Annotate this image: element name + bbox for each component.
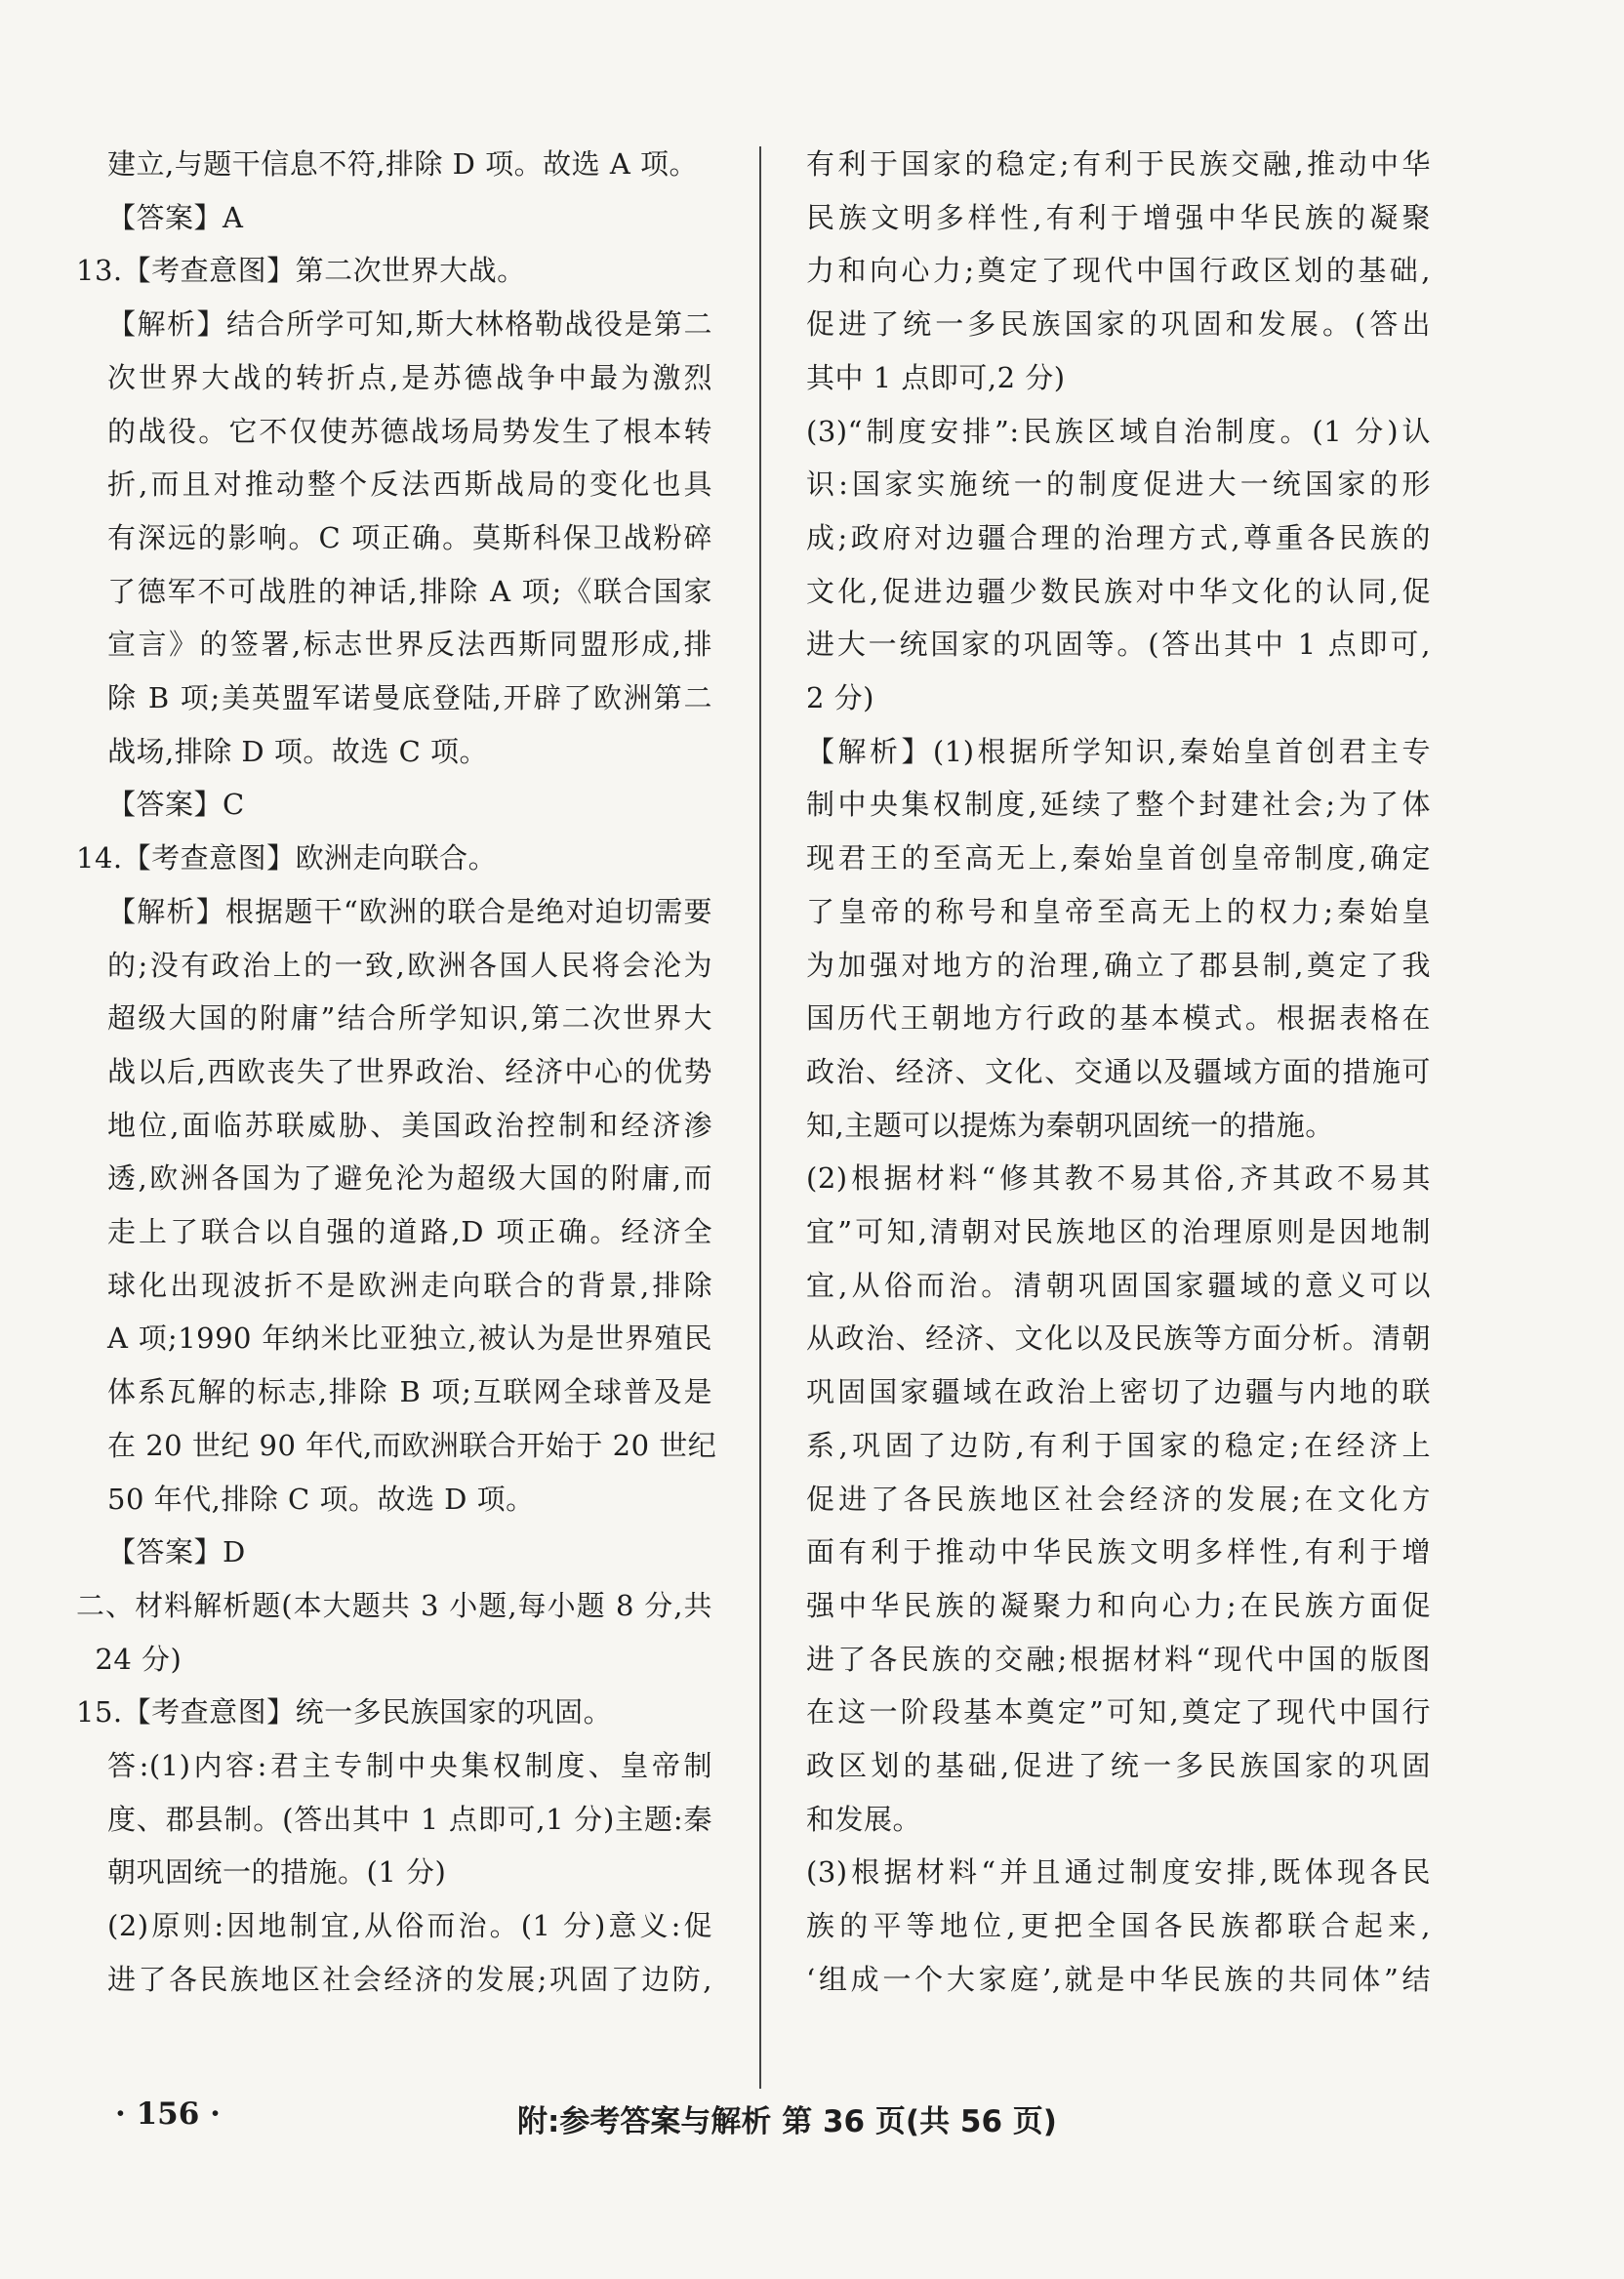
text-line: 进大一统国家的巩固等。(答出其中 1 点即可, <box>806 628 1431 662</box>
text-line: 有利于国家的稳定;有利于民族交融,推动中华 <box>806 147 1431 181</box>
text-line: 现君王的至高无上,秦始皇首创皇帝制度,确定 <box>806 841 1431 875</box>
text-line: 政治、经济、文化、交通以及疆域方面的措施可 <box>806 1054 1431 1088</box>
text-line: (3)根据材料“并且通过制度安排,既体现各民 <box>806 1855 1431 1890</box>
text-line: 透,欧洲各国为了避免沦为超级大国的附庸,而 <box>107 1161 712 1196</box>
text-line: 在这一阶段基本奠定”可知,奠定了现代中国行 <box>806 1695 1431 1730</box>
text-line: 次世界大战的转折点,是苏德战争中最为激烈 <box>107 360 712 394</box>
text-line: 体系瓦解的标志,排除 B 项;互联网全球普及是 <box>107 1375 712 1409</box>
text-line: 13.【考查意图】第二次世界大战。 <box>76 254 526 288</box>
page-number: · 156 · <box>115 2096 221 2132</box>
text-line: 【解析】结合所学可知,斯大林格勒战役是第二 <box>107 307 712 342</box>
text-line: A 项;1990 年纳米比亚独立,被认为是世界殖民 <box>107 1322 712 1356</box>
text-line: 政区划的基础,促进了统一多民族国家的巩固 <box>806 1749 1431 1782</box>
text-line: 的;没有政治上的一致,欧洲各国人民将会沦为 <box>107 948 712 982</box>
text-line: 宣言》的签署,标志世界反法西斯同盟形成,排 <box>107 628 712 662</box>
text-line: ‘组成一个大家庭’,就是中华民族的共同体”结 <box>806 1962 1431 1996</box>
text-line: 促进了统一多民族国家的巩固和发展。(答出 <box>806 307 1431 342</box>
text-line: 国历代王朝地方行政的基本模式。根据表格在 <box>806 1001 1431 1036</box>
text-line: 除 B 项;美英盟军诺曼底登陆,开辟了欧洲第二 <box>107 681 712 714</box>
text-line: 进了各民族的交融;根据材料“现代中国的版图 <box>806 1642 1431 1676</box>
text-line: 识:国家实施统一的制度促进大一统国家的形 <box>806 468 1431 502</box>
text-line: 了德军不可战胜的神话,排除 A 项;《联合国家 <box>107 574 712 608</box>
text-line: 地位,面临苏联威胁、美国政治控制和经济渗 <box>107 1108 712 1142</box>
text-line: 建立,与题干信息不符,排除 D 项。故选 A 项。 <box>107 147 699 181</box>
text-line: 民族文明多样性,有利于增强中华民族的凝聚 <box>806 200 1431 234</box>
text-line: 从政治、经济、文化以及民族等方面分析。清朝 <box>806 1322 1431 1356</box>
text-line: 超级大国的附庸”结合所学知识,第二次世界大 <box>107 1001 712 1036</box>
page-footer <box>0 2096 1624 2145</box>
text-line: 其中 1 点即可,2 分) <box>806 360 1066 394</box>
text-line: 【解析】根据题干“欧洲的联合是绝对迫切需要 <box>107 894 712 928</box>
text-line: 成;政府对边疆合理的治理方式,尊重各民族的 <box>806 520 1431 554</box>
text-line: 24 分) <box>76 1642 183 1676</box>
text-line: 的战役。它不仅使苏德战场局势发生了根本转 <box>107 414 712 448</box>
text-line: 走上了联合以自强的道路,D 项正确。经济全 <box>107 1215 712 1248</box>
text-line: 50 年代,排除 C 项。故选 D 项。 <box>107 1482 535 1516</box>
text-line: 力和向心力;奠定了现代中国行政区划的基础, <box>806 254 1431 288</box>
text-line: 【答案】C <box>107 788 245 822</box>
text-line: 度、郡县制。(答出其中 1 点即可,1 分)主题:秦 <box>107 1802 712 1836</box>
text-line: 【解析】(1)根据所学知识,秦始皇首创君主专 <box>806 734 1431 768</box>
text-line: 促进了各民族地区社会经济的发展;在文化方 <box>806 1482 1431 1516</box>
text-line: 折,而且对推动整个反法西斯战局的变化也具 <box>107 468 712 502</box>
text-line: 战场,排除 D 项。故选 C 项。 <box>107 734 489 768</box>
text-line: 答:(1)内容:君主专制中央集权制度、皇帝制 <box>107 1749 712 1782</box>
text-line: 巩固国家疆域在政治上密切了边疆与内地的联 <box>806 1375 1431 1409</box>
text-line: 15.【考查意图】统一多民族国家的巩固。 <box>76 1695 613 1730</box>
text-line: 制中央集权制度,延续了整个封建社会;为了体 <box>806 788 1431 822</box>
text-line: (2)根据材料“修其教不易其俗,齐其政不易其 <box>806 1161 1431 1196</box>
text-line: 了皇帝的称号和皇帝至高无上的权力;秦始皇 <box>806 894 1431 928</box>
text-line: 文化,促进边疆少数民族对中华文化的认同,促 <box>806 574 1431 608</box>
text-line: 宜”可知,清朝对民族地区的治理原则是因地制 <box>806 1215 1431 1248</box>
text-line: 在 20 世纪 90 年代,而欧洲联合开始于 20 世纪 <box>107 1428 717 1462</box>
text-line: 朝巩固统一的措施。(1 分) <box>107 1855 447 1890</box>
text-line: 强中华民族的凝聚力和向心力;在民族方面促 <box>806 1588 1431 1622</box>
text-line: 知,主题可以提炼为秦朝巩固统一的措施。 <box>806 1108 1334 1142</box>
text-line: 【答案】A <box>107 200 244 234</box>
text-line: 2 分) <box>806 681 874 714</box>
column-divider <box>759 146 761 2089</box>
text-line: 球化出现波折不是欧洲走向联合的背景,排除 <box>107 1268 712 1302</box>
text-line: (2)原则:因地制宜,从俗而治。(1 分)意义:促 <box>107 1909 712 1943</box>
text-line: 系,巩固了边防,有利于国家的稳定;在经济上 <box>806 1428 1431 1462</box>
text-line: 二、材料解析题(本大题共 3 小题,每小题 8 分,共 <box>76 1588 712 1622</box>
text-line: 战以后,西欧丧失了世界政治、经济中心的优势 <box>107 1054 712 1088</box>
footer-title: 附:参考答案与解析 第 36 页(共 56 页) <box>517 2104 1057 2139</box>
text-line: 14.【考查意图】欧洲走向联合。 <box>76 841 498 875</box>
text-line: 宜,从俗而治。清朝巩固国家疆域的意义可以 <box>806 1268 1431 1302</box>
text-line: (3)“制度安排”:民族区域自治制度。(1 分)认 <box>806 414 1431 448</box>
text-line: 有深远的影响。C 项正确。莫斯科保卫战粉碎 <box>107 520 712 554</box>
text-line: 【答案】D <box>107 1535 246 1569</box>
text-line: 和发展。 <box>806 1802 922 1836</box>
text-line: 面有利于推动中华民族文明多样性,有利于增 <box>806 1535 1431 1569</box>
text-line: 族的平等地位,更把全国各民族都联合起来, <box>806 1909 1431 1943</box>
text-line: 为加强对地方的治理,确立了郡县制,奠定了我 <box>806 948 1431 982</box>
text-line: 进了各民族地区社会经济的发展;巩固了边防, <box>107 1962 712 1996</box>
